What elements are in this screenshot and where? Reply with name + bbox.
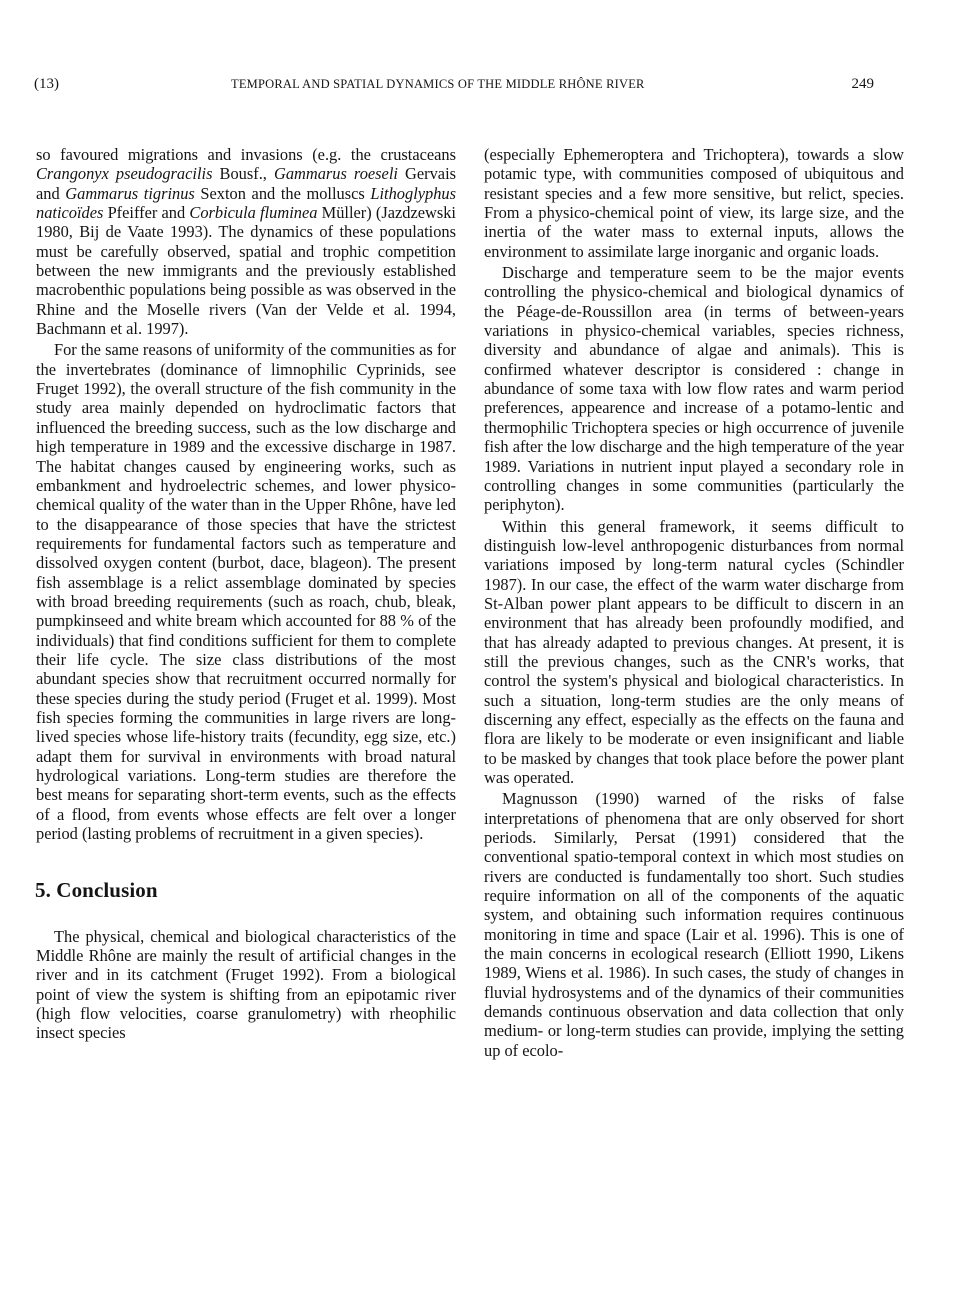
paragraph-long-term-studies: Magnusson (1990) warned of the risks of false interpretations of phenomena that are only observed for short periods. Similarly, Persat (1991) considered that the conventional spatio-temporal context in which most studies on rivers are conducted is fundamentally too short. Such studies require information on all of the components of the aquatic system, and obtaining such information requires continuous monitoring in time and space (Lair et al. 1996). This is one of the main concerns in ecological research (Elliott 1990, Likens 1989, Wiens et al. 1986). In such cases, the study of changes in fluvial hydrosystems and of the dynamics of their communities demands continuous observation and data collection that only medium- or long-term studies can provide, implying the setting up of ecolo- [484,789,904,1060]
text-run: Sexton and the molluscs [194,183,371,203]
paragraph-potamic-shift: (especially Ephemeroptera and Trichoptera), towards a slow potamic type, with communities composed of ubiquitous and resistant species and a few more sensitive, but relict, species. From a physico-chemical point of view, its large size, and the inertia of the water mass to external inputs, allows the environment to assimilate large inorganic and organic loads. [484,145,904,261]
paragraph-invasions [36,145,456,338]
text-run: Pfeiffer and [103,203,190,223]
text-run: Müller) (Jazdzewski 1980, Bij de Vaate 1993). The dynamics of these populations must be carefully observed, spatial and trophic competition between the new immigrants and the previously established macrobenthic populations being possible as was observed in the Rhine and the Moselle rivers (Van der Velde et al. 1994, Bachmann et al. 1997). [36,203,456,339]
species-name: Corbicula fluminea [189,203,318,223]
page-reference: (13) [34,76,59,92]
text-run: Bousf., [212,164,274,184]
right-column [484,145,904,1060]
species-name: Lithoglyphus naticoïdes [36,183,456,223]
species-name: Gammarus roeseli [273,164,398,184]
text-run: so favoured migrations and invasions (e.g. the crustaceans [36,145,456,164]
section-heading-conclusion: 5. Conclusion [35,878,158,903]
paragraph-conclusion-intro: The physical, chemical and biological characteristics of the Middle Rhône are mainly the result of artificial changes in the river and in its catchment (Fruget 1992). From a biological point of view the system is shifting from an epipotamic river (high flow velocities, coarse granulometry) with rheophilic insect species [36,926,456,1043]
text-run: Gervais and [36,164,456,203]
species-name: Crangonyx pseudogracilis [36,164,213,184]
left-column [36,145,456,1043]
paragraph-general-framework: Within this general framework, it seems difficult to distinguish low-level anthropogenic disturbances from normal variations imposed by long-term natural cycles (Schindler 1987). In our case, the effect of the warm water discharge from St-Alban power plant appears to be difficult to discern in an environment that has already been profoundly modified, and that has already adapted to previous changes. At present, it is still the previous changes, such as the CNR's works, that control the system's physical and biological characteristics. In such a situation, long-term studies are the only means of discerning any effect, especially as the effects on the fauna and flora are likely to be moderate or even insignificant and liable to be masked by changes that took place before the power plant was operated. [484,516,904,787]
running-header [34,76,874,98]
running-title: TEMPORAL AND SPATIAL DYNAMICS OF THE MIDDLE RHÔNE RIVER [231,77,645,91]
paragraph-discharge-temperature: Discharge and temperature seem to be the major events controlling the physico-chemical and biological dynamics of the Péage-de-Roussillon area (in terms of between-years variations in physico-chemical variables, species richness, diversity and abundance of algae and animals). This is confirmed whatever descriptor is considered : change in abundance of some taxa with low flow rates and warm period preferences, appearence and increase of a potamo-lentic and thermophilic Trichoptera species or high occurrence of juvenile fish after the low discharge and the high temperature of the year 1989. Variations in nutrient input played a secondary role in controlling changes in some communities (particularly the periphyton). [484,263,904,515]
species-name: Gammarus tigrinus [65,183,195,203]
paragraph-fish-community: For the same reasons of uniformity of the communities as for the invertebrates (dominance of limnophilic Cyprinids, see Fruget 1992), the overall structure of the fish community in the study area mainly depended on hydroclimatic factors that influenced the breeding success, such as the low discharge and high temperature in 1989 and the excessive discharge in 1987. The habitat changes caused by engineering works, such as embankment and hydroelectric schemes, and lower physico-chemical quality of the water than in the Upper Rhône, have led to the disappearance of those species that have the strictest requirements for fundamental factors such as temperature and dissolved oxygen content (burbot, dace, blageon). The present fish assemblage is a relict assemblage dominated by species with broad breeding requirements (such as roach, chub, bleak, pumpkinseed and white bream which accounted for 88 % of the individuals) that find conditions sufficient for them to complete their life cycle. The size class distributions of the most abundant species show that recruitment occurred normally for these species during the study period (Fruget et al. 1999). Most fish species forming the communities in large rivers are long-lived species whose life-history traits (fecundity, egg size, etc.) adapt them for survival in environments with broad natural hydrological variations. Long-term studies are therefore the best means for separating short-term events, such as the effects of a flood, from events whose effects are felt over a longer period (lasting problems of recruitment in a given species). [36,340,456,844]
page-number: 249 [851,76,874,92]
